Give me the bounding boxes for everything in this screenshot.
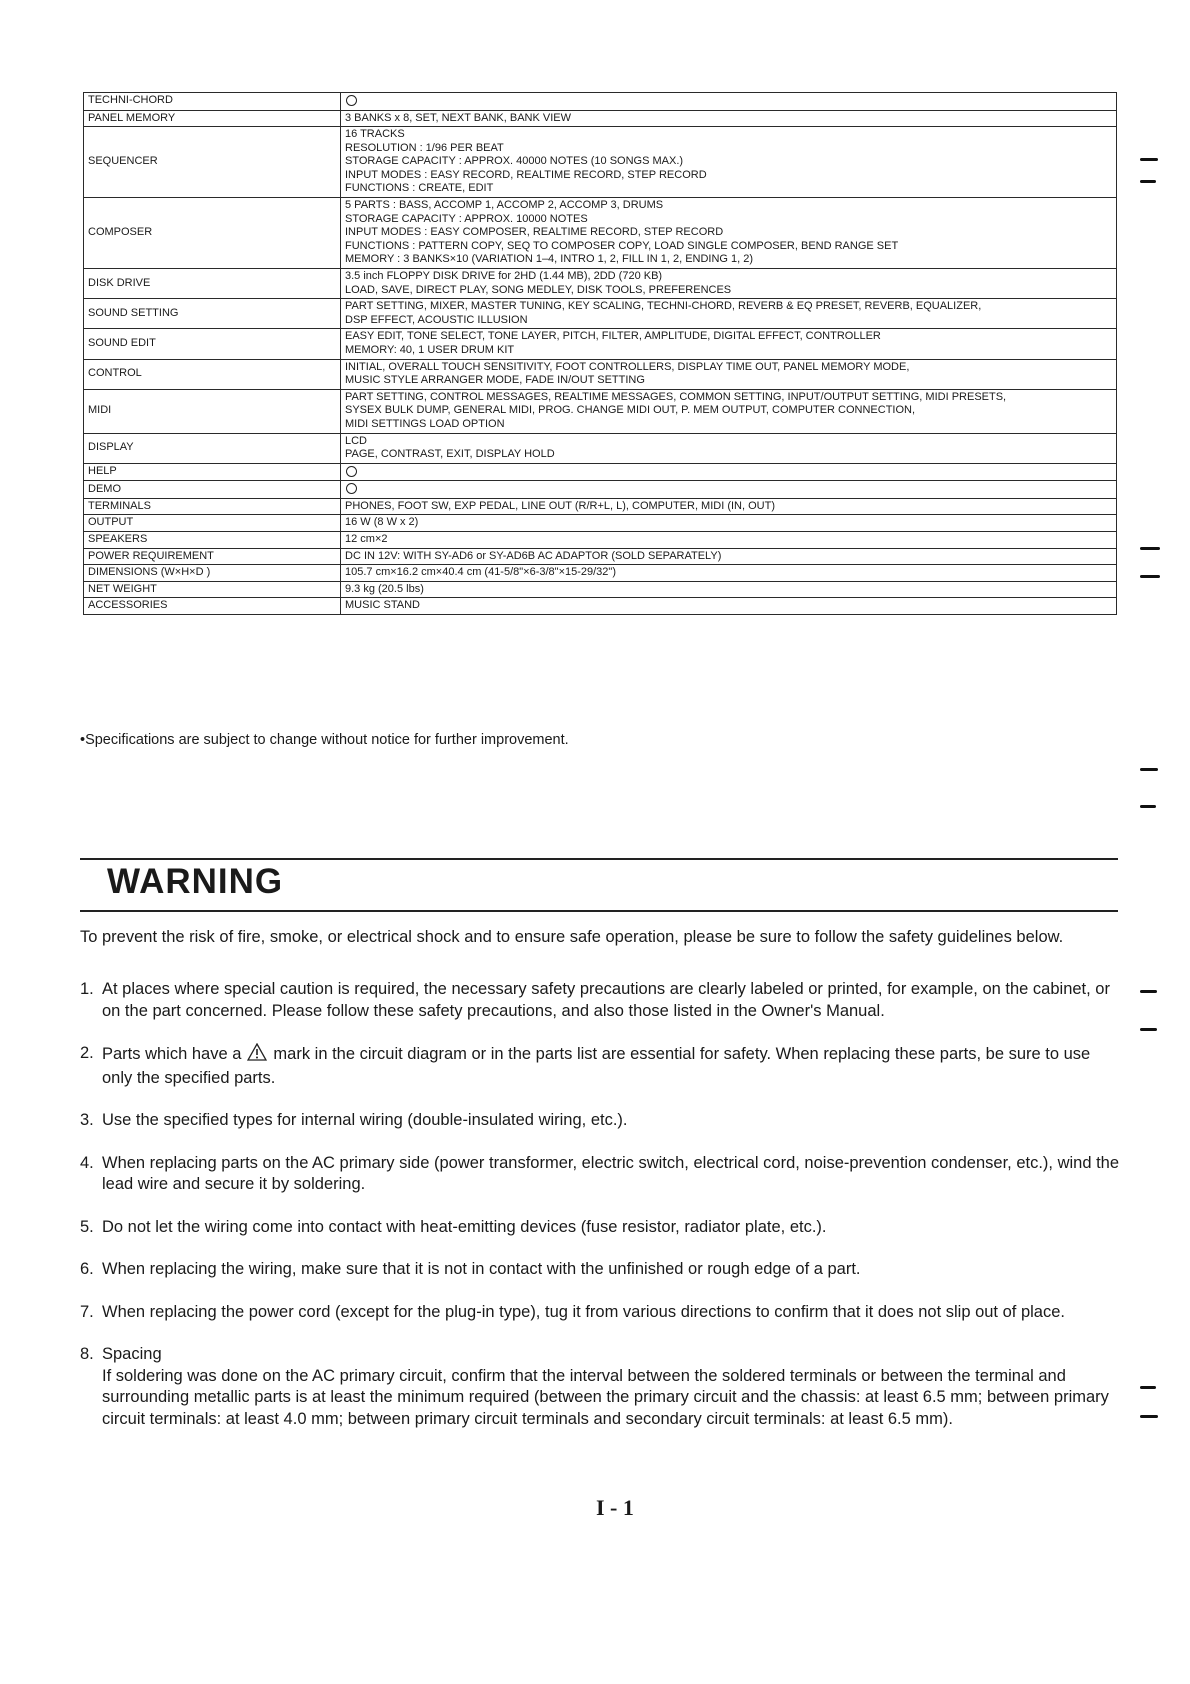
spec-row [84,329,1117,359]
spec-label: POWER REQUIREMENT [84,548,341,565]
feature-present-circle-icon [346,483,357,494]
spec-row [84,433,1117,463]
spec-value: 3 BANKS x 8, SET, NEXT BANK, BANK VIEW [341,110,1117,127]
spec-value: 3.5 inch FLOPPY DISK DRIVE for 2HD (1.44 MB), 2DD (720 KB) LOAD, SAVE, DIRECT PLAY, SONG MEDLEY, DISK TOOLS, PREFERENCES [341,269,1117,299]
spec-label: OUTPUT [84,515,341,532]
spec-row [84,389,1117,433]
spec-value: INITIAL, OVERALL TOUCH SENSITIVITY, FOOT CONTROLLERS, DISPLAY TIME OUT, PANEL MEMORY MODE, MUSIC STYLE ARRANGER MODE, FADE IN/OUT SETTING [341,359,1117,389]
guideline-item: 2. Parts which have a mark in the circuit diagram or in the parts list are essential for safety. When replacing these parts, be sure to use only the specified parts. [80,1044,1091,1087]
spec-value [341,93,1117,111]
binding-mark [1140,180,1156,183]
spec-row [84,531,1117,548]
warning-top-rule [80,858,1118,860]
binding-mark [1140,1386,1156,1389]
spec-row [84,127,1117,198]
spec-label: CONTROL [84,359,341,389]
binding-mark [1140,575,1160,578]
spec-row [84,581,1117,598]
guideline-item: 1. At places where special caution is required, the necessary safety precautions are clearly labeled or printed, for example, on the cabinet, or on the part concerned. Please follow these safety precautions, and also those listed in the Owner's Manual. [80,980,1110,1020]
spec-label: TECHNI-CHORD [84,93,341,111]
specifications-note: •Specifications are subject to change without notice for further improvement. [80,732,569,748]
guideline-item: 4. When replacing parts on the AC primary side (power transformer, electric switch, electrical cord, noise-prevention condenser, etc.), wind the lead wire and secure it by soldering. [80,1153,1120,1193]
guideline-item: 7. When replacing the power cord (except for the plug-in type), tug it from various directions to confirm that it does not slip out of place. [80,1302,1065,1321]
spec-row [84,598,1117,615]
guideline-item: 3. Use the specified types for internal wiring (double-insulated wiring, etc.). [80,1111,628,1129]
spec-row [84,359,1117,389]
spec-label: DISPLAY [84,433,341,463]
binding-mark [1140,547,1160,550]
spec-value: 105.7 cm×16.2 cm×40.4 cm (41-5/8"×6-3/8"×15-29/32") [341,565,1117,582]
spec-label: ACCESSORIES [84,598,341,615]
spec-value: PART SETTING, CONTROL MESSAGES, REALTIME MESSAGES, COMMON SETTING, INPUT/OUTPUT SETTING, MIDI PRESETS, SYSEX BULK DUMP, GENERAL MIDI, PROG. CHANGE MIDI OUT, P. MEM OUTPUT, COMPUTER CONNECTION, MIDI SETTINGS LOAD OPTION [341,389,1117,433]
spec-row [84,269,1117,299]
safety-guidelines-list [80,979,1120,1451]
warning-bottom-rule [80,910,1118,912]
spec-row [84,481,1117,499]
spec-label: DEMO [84,481,341,499]
spec-row [84,198,1117,269]
spec-value [341,463,1117,481]
spec-label: TERMINALS [84,498,341,515]
spec-value: PART SETTING, MIXER, MASTER TUNING, KEY SCALING, TECHNI-CHORD, REVERB & EQ PRESET, REVERB, EQUALIZER, DSP EFFECT, ACOUSTIC ILLUSION [341,299,1117,329]
spec-row [84,299,1117,329]
spec-value: PHONES, FOOT SW, EXP PEDAL, LINE OUT (R/R+L, L), COMPUTER, MIDI (IN, OUT) [341,498,1117,515]
spec-value: 16 TRACKS RESOLUTION : 1/96 PER BEAT STORAGE CAPACITY : APPROX. 40000 NOTES (10 SONGS MAX.) INPUT MODES : EASY RECORD, REALTIME RECORD, STEP RECORD FUNCTIONS : CREATE, EDIT [341,127,1117,198]
spec-value: DC IN 12V: WITH SY-AD6 or SY-AD6B AC ADAPTOR (SOLD SEPARATELY) [341,548,1117,565]
spec-row [84,498,1117,515]
spec-label: DISK DRIVE [84,269,341,299]
binding-mark [1140,1028,1157,1031]
spec-value: 16 W (8 W x 2) [341,515,1117,532]
spec-value: 5 PARTS : BASS, ACCOMP 1, ACCOMP 2, ACCOMP 3, DRUMS STORAGE CAPACITY : APPROX. 10000 NOTES INPUT MODES : EASY COMPOSER, REALTIME RECORD, STEP RECORD FUNCTIONS : PATTERN COPY, SEQ TO COMPOSER COPY, LOAD SINGLE COMPOSER, BEND RANGE SET MEMORY : 3 BANKS×10 (VARIATION 1–4, INTRO 1, 2, FILL IN 1, 2, ENDING 1, 2) [341,198,1117,269]
spec-value: 12 cm×2 [341,531,1117,548]
guideline-item: 6. When replacing the wiring, make sure that it is not in contact with the unfinished or rough edge of a part. [80,1260,861,1278]
warning-title: WARNING [107,862,284,901]
binding-mark [1140,990,1157,993]
spec-label: COMPOSER [84,198,341,269]
spec-value [341,481,1117,499]
feature-present-circle-icon [346,95,357,106]
spec-label: SOUND EDIT [84,329,341,359]
guideline-item: 8. Spacing If soldering was done on the AC primary circuit, confirm that the interval between the soldered terminals or between the terminal and surrounding metallic parts is at least the minimum required (between the primary circuit and the chassis: at least 6.5 mm; between primary circuit terminals: at least 4.0 mm; between primary circuit terminals and secondary circuit terminals: at least 6.5 mm). [80,1344,1120,1430]
specifications-table [83,92,1117,615]
spec-value: MUSIC STAND [341,598,1117,615]
spec-label: NET WEIGHT [84,581,341,598]
spec-row [84,565,1117,582]
spec-row [84,463,1117,481]
spec-label: SOUND SETTING [84,299,341,329]
spec-row [84,548,1117,565]
spec-value: EASY EDIT, TONE SELECT, TONE LAYER, PITCH, FILTER, AMPLITUDE, DIGITAL EFFECT, CONTROLLER MEMORY: 40, 1 USER DRUM KIT [341,329,1117,359]
guideline-item: 5. Do not let the wiring come into contact with heat-emitting devices (fuse resistor, radiator plate, etc.). [80,1217,827,1236]
spec-label: HELP [84,463,341,481]
spec-value: LCD PAGE, CONTRAST, EXIT, DISPLAY HOLD [341,433,1117,463]
binding-mark [1140,768,1158,771]
binding-mark [1140,1415,1158,1418]
page-number: I - 1 [596,1495,634,1520]
spec-value: 9.3 kg (20.5 lbs) [341,581,1117,598]
spec-row [84,93,1117,111]
guideline-heading: Spacing [102,1345,162,1363]
spec-row [84,110,1117,127]
spec-row [84,515,1117,532]
binding-mark [1140,805,1156,808]
spec-label: DIMENSIONS (W×H×D ) [84,565,341,582]
binding-mark [1140,158,1158,161]
spec-label: SEQUENCER [84,127,341,198]
feature-present-circle-icon [346,466,357,477]
caution-triangle-icon [247,1043,267,1068]
warning-intro: To prevent the risk of fire, smoke, or electrical shock and to ensure safe operation, please be sure to follow the safety guidelines below. [80,928,1064,946]
spec-label: SPEAKERS [84,531,341,548]
spec-label: PANEL MEMORY [84,110,341,127]
spec-label: MIDI [84,389,341,433]
